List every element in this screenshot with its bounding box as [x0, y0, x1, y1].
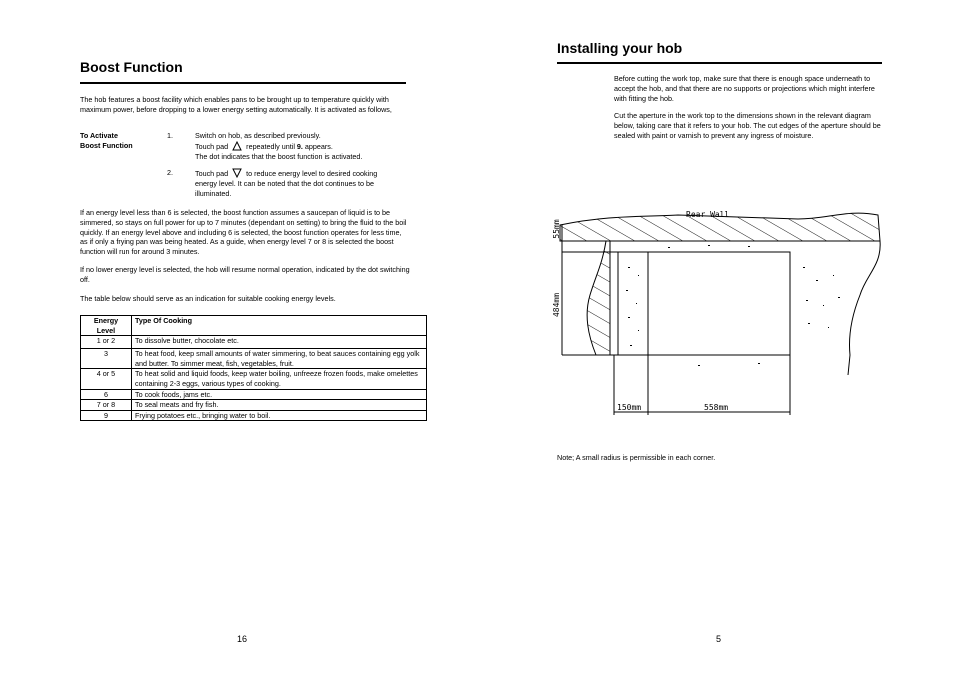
title-rule: [80, 82, 406, 84]
boost-paragraph-3: If no lower energy level is selected, the hob will resume normal operation, indicated by the dot switching off.: [80, 265, 410, 284]
page-number-left: 16: [237, 634, 248, 644]
table-row: [81, 389, 427, 400]
step1-line3: The dot indicates that the boost function is activated.: [195, 151, 363, 161]
aperture-rect: [648, 252, 790, 355]
table-cell-level: 7 or 8: [81, 400, 132, 411]
table-cell-level: 4 or 5: [81, 369, 132, 389]
down-arrow-pad-icon: [232, 168, 242, 178]
step1-appears-label: appears.: [304, 141, 333, 151]
table-cell-level: 1 or 2: [81, 336, 132, 349]
step2-touchpad-label: Touch pad: [195, 169, 229, 178]
step2-line1: [195, 168, 410, 179]
boost-intro: The hob features a boost facility which enables pans to be brought up to temperature quickly with maximum power, before dropping to a lower energy setting automatically. It is activated as follows,: [80, 95, 392, 114]
step1-text: [195, 131, 410, 161]
install-title-rule: [557, 62, 882, 64]
boost-paragraph-4: The table below should serve as an indication for suitable cooking energy levels.: [80, 294, 336, 303]
rear-wall-label: Rear Wall: [686, 210, 730, 219]
table-row: [81, 369, 427, 389]
up-arrow-pad-icon: [232, 141, 242, 151]
table-cell-level: 6: [81, 389, 132, 400]
install-paragraph-1: Before cutting the work top, make sure that there is enough space underneath to accept the hob, and that there are no supports or projections which might interfere with fitting the hob.: [614, 74, 875, 103]
step1-line2: [195, 141, 410, 152]
step1-number: 1.: [167, 131, 173, 140]
step2-text: [195, 168, 410, 198]
step1-repeat-label: repeatedly until: [246, 141, 295, 151]
table-cell-type: To heat food, keep small amounts of water simmering, to beat sauces containing egg yolk and butter. To simmer meat, fish, vegetables, fruit.: [132, 349, 427, 369]
table-header-row: [81, 316, 427, 336]
step1-touchpad-label: Touch pad: [195, 141, 229, 151]
install-paragraph-2: Cut the aperture in the work top to the dimensions shown in the relevant diagram below, taking care that it refers to your hob. The cut edges of the aperture should be sealed with paint or varnish to prevent any ingress of moisture.: [614, 111, 881, 140]
table-cell-type: To cook foods, jams etc.: [132, 389, 427, 400]
step1-level-nine: 9.: [296, 141, 303, 151]
step2-number: 2.: [167, 168, 173, 177]
dimension-150: 150mm: [617, 403, 642, 412]
table-cell-type: To dissolve butter, chocolate etc.: [132, 336, 427, 349]
header-energy-level: Energy Level: [81, 316, 132, 336]
step2-line2: energy level. It can be noted that the dot continues to be: [195, 178, 375, 188]
install-title: Installing your hob: [557, 40, 683, 56]
table-row: [81, 336, 427, 349]
activate-label-line2: Boost Function: [80, 140, 133, 150]
table-cell-level: 3: [81, 349, 132, 369]
dimension-558: 558mm: [704, 403, 729, 412]
energy-level-table: [80, 315, 427, 421]
dimension-55: 55mm: [552, 219, 561, 239]
boost-title: Boost Function: [80, 59, 183, 75]
cutout-diagram: [548, 205, 888, 420]
left-hatch: [587, 241, 610, 355]
table-row: [81, 410, 427, 421]
activate-label-line1: To Activate: [80, 131, 118, 140]
table-cell-type: Frying potatoes etc., bringing water to boil.: [132, 410, 427, 421]
step1-line1: Switch on hob, as described previously.: [195, 131, 321, 140]
dimension-484: 484mm: [552, 292, 561, 318]
table-row: [81, 400, 427, 411]
table-cell-type: To seal meats and fry fish.: [132, 400, 427, 411]
table-cell-level: 9: [81, 410, 132, 421]
activate-label: [80, 131, 133, 151]
speckle-dots: [626, 245, 840, 366]
header-type-of-cooking: Type Of Cooking: [132, 316, 427, 336]
step2-line3: illuminated.: [195, 188, 232, 198]
table-row: [81, 349, 427, 369]
step2-reduce-label: to reduce energy level to desired cooking: [246, 169, 378, 178]
boost-paragraph-2: If an energy level less than 6 is selected, the boost function assumes a saucepan of liquid is to be simmered, so stays on full power for up to 7 minutes (dependant on setting) to bring the fluid to the boil quickly. If an energy level above and including 6 is selected, the boost function operates for less time, as if only a frying pan was being heated. As a guide, when energy level 7 or 8 is selected the boost function will run for around 3 minutes.: [80, 208, 407, 257]
page-number-right: 5: [716, 634, 722, 644]
install-note: Note; A small radius is permissible in each corner.: [557, 453, 716, 462]
table-cell-type: To heat solid and liquid foods, keep water boiling, unfreeze frozen foods, make omelettes containing 2-3 eggs, various types of cooking.: [132, 369, 427, 389]
